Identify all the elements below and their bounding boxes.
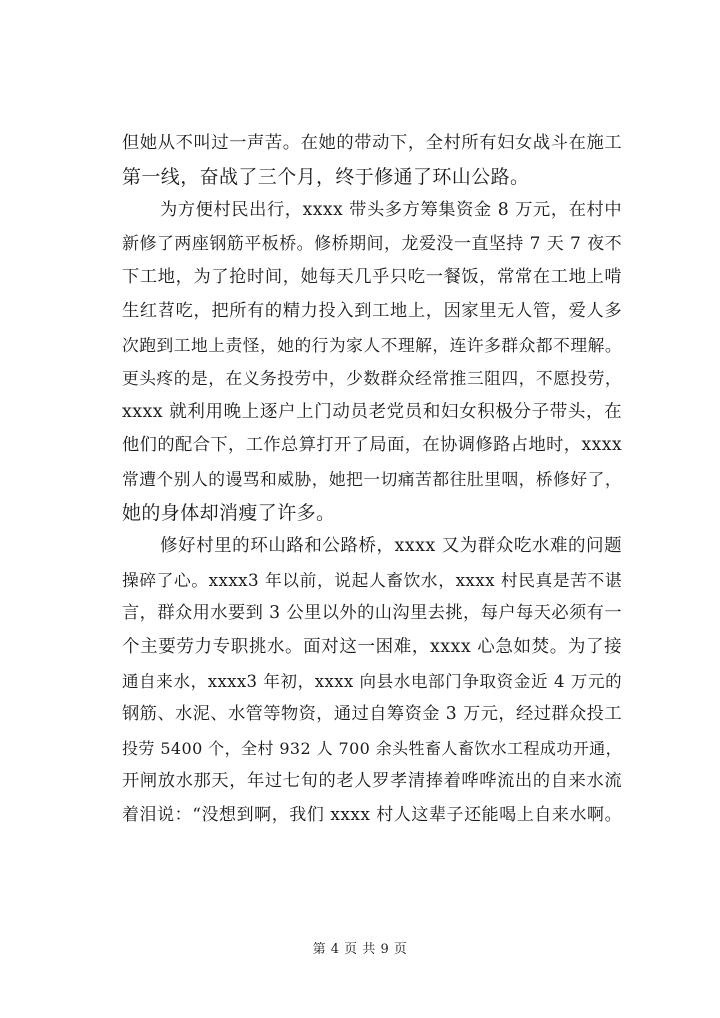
text-line: 他们的配合下，工作总算打开了局面，在协调修路占地时，xxxx (122, 435, 622, 456)
paragraph-3 (122, 530, 622, 832)
text-line: 开闸放水那天，年过七旬的老人罗孝清捧着哗哗流出的自来水流 (122, 771, 622, 792)
text-line: 生红苕吃，把所有的精力投入到工地上，因家里无人管，爱人多 (122, 300, 622, 321)
text-line: 她的身体却消瘦了许多。 (122, 501, 336, 524)
text-line: 但她从不叫过一声苦。在她的带动下，全村所有妇女战斗在施工 (122, 133, 622, 153)
text-line: 更头疼的是，在义务投劳中，少数群众经常推三阻四，不愿投劳， (122, 368, 622, 389)
text-line: 投劳 5400 个，全村 932 人 700 余头牲畜人畜饮水工程成功开通， (122, 738, 622, 758)
text-line: xxxx 就利用晚上逐户上门动员老党员和妇女积极分子带头，在 (122, 401, 622, 422)
text-line: 个主要劳力专职挑水。面对这一困难，xxxx 心急如焚。为了接 (122, 636, 622, 657)
text-line: 操碎了心。xxxx3 年以前，说起人畜饮水，xxxx 村民真是苦不谌 (122, 569, 622, 590)
text-line: 新修了两座钢筋平板桥。修桥期间，龙爱没一直坚持 7 天 7 夜不 (122, 233, 622, 254)
text-line: 通自来水，xxxx3 年初，xxxx 向县水电部门争取资金近 4 万元的 (122, 671, 622, 691)
text-line: 钢筋、水泥、水管等物资，通过自筹资金 3 万元，经过群众投工 (122, 704, 622, 725)
page-number-footer: 第 4 页 共 9 页 (312, 942, 408, 957)
text-line: 着泪说：“没想到啊，我们 xxxx 村人这辈子还能喝上自来水啊。 (122, 804, 622, 825)
paragraph-2 (122, 194, 622, 530)
paragraph-1 (122, 127, 622, 194)
text-line: 为方便村民出行，xxxx 带头多方筹集资金 8 万元，在村中 (160, 200, 622, 221)
text-line: 修好村里的环山路和公路桥，xxxx 又为群众吃水难的问题 (160, 536, 622, 557)
text-line: 言，群众用水要到 3 公里以外的山沟里去挑，每户每天必须有一 (122, 603, 622, 624)
text-line: 次跑到工地上责怪，她的行为家人不理解，连许多群众都不理解。 (122, 334, 622, 355)
text-line: 第一线，奋战了三个月，终于修通了环山公路。 (122, 165, 530, 188)
body-text (122, 127, 622, 832)
text-line: 常遭个别人的谩骂和威胁，她把一切痛苦都往肚里咽，桥修好了， (122, 468, 622, 489)
text-line: 下工地，为了抢时间，她每天几乎只吃一餐饭，常常在工地上啃 (122, 267, 622, 288)
